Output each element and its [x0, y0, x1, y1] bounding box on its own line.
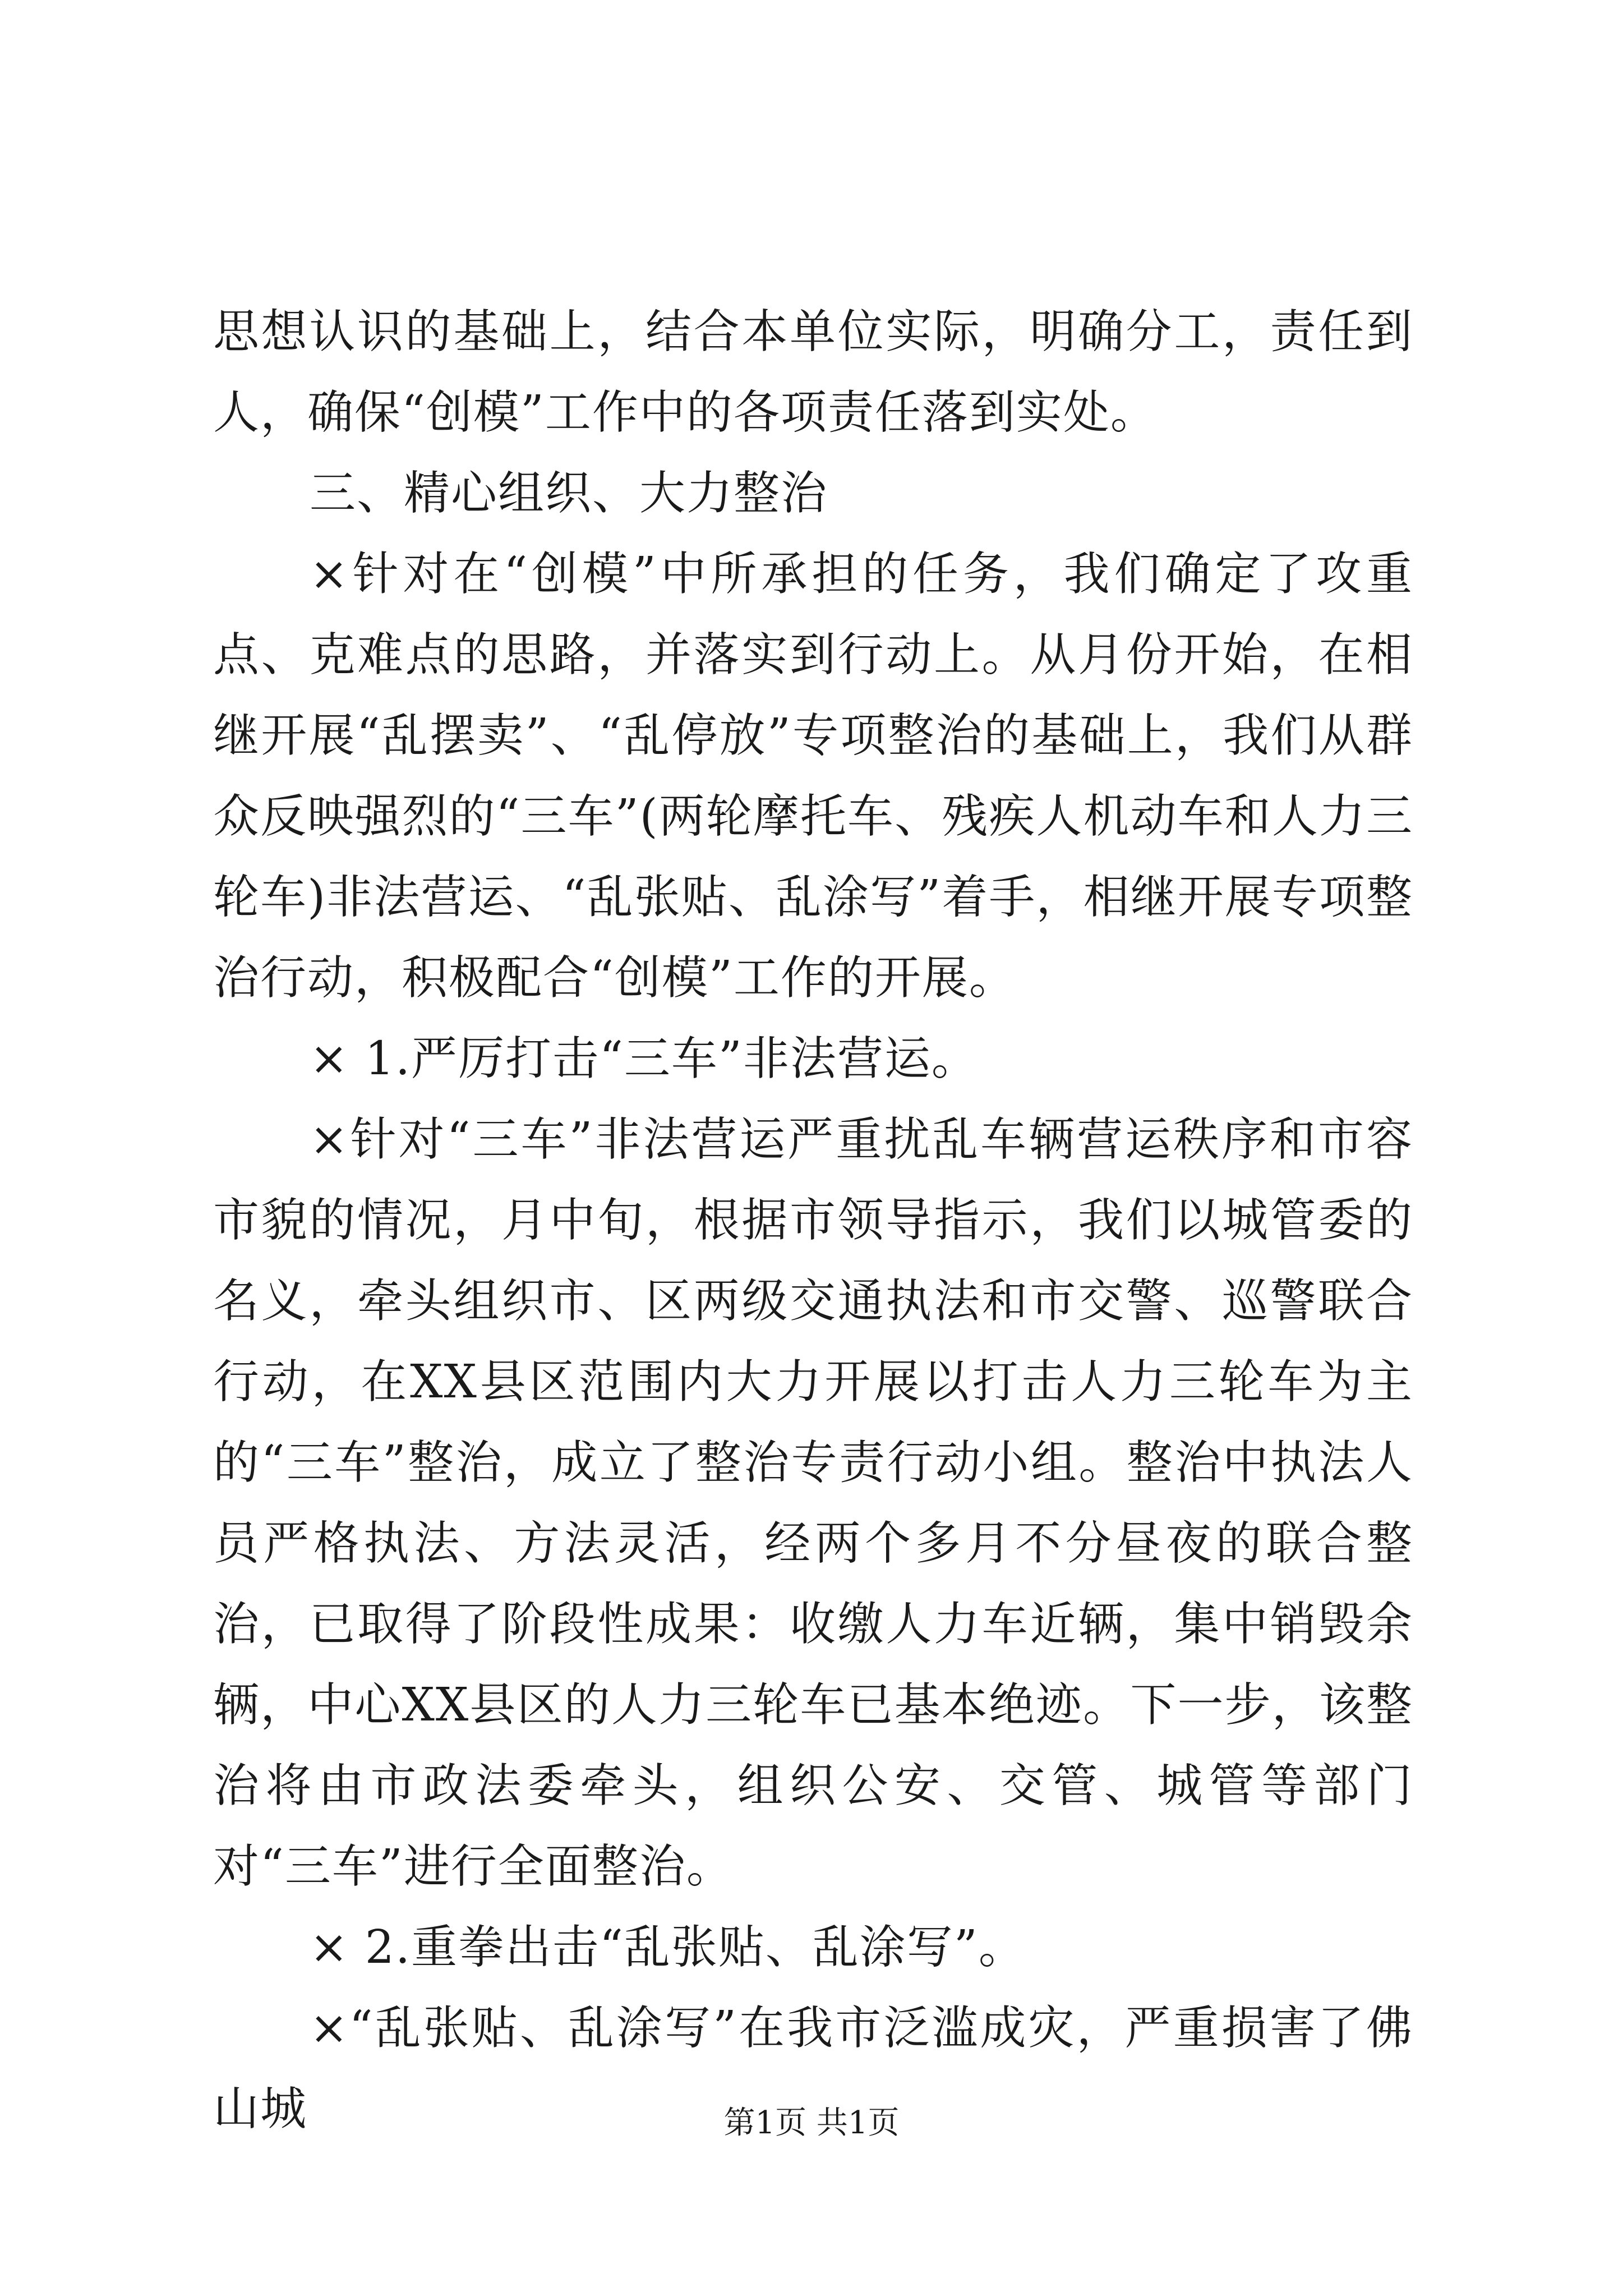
subsection-heading: × 2.重拳出击“乱张贴、乱涂写”。 — [310, 1921, 1026, 1974]
document-body — [213, 292, 1413, 2150]
paragraph: ×“乱张贴、乱涂写”在我市泛滥成灾，严重损害了佛山城 — [213, 2001, 1413, 2136]
section-heading: 三、精心组织、大力整治 — [310, 467, 828, 520]
subsection-heading: × 1.严厉打击“三车”非法营运。 — [310, 1032, 979, 1085]
paragraph: 思想认识的基础上，结合本单位实际，明确分工，责任到人，确保“创模”工作中的各项责任落到实处。 — [213, 305, 1413, 439]
paragraph: ×针对“三车”非法营运严重扰乱车辆营运秩序和市容市貌的情况，月中旬，根据市领导指示，我们以城管委的名义，牵头组织市、区两级交通执法和市交警、巡警联合行动，在XX县区范围内大力开展以打击人力三轮车为主的“三车”整治，成立了整治专责行动小组。整治中执法人员严格执法、方法灵活，经两个多月不分昼夜的联合整治，已取得了阶段性成果：收缴人力车近辆，集中销毁余辆，中心XX县区的人力三轮车已基本绝迹。下一步，该整治将由市政法委牵头，组织公安、交管、城管等部门对“三车”进行全面整治。 — [213, 1113, 1413, 1893]
page-footer: 第1页 共1页 — [723, 2105, 900, 2141]
paragraph: ×针对在“创模”中所承担的任务，我们确定了攻重点、克难点的思路，并落实到行动上。从月份开始，在相继开展“乱摆卖”、“乱停放”专项整治的基础上，我们从群众反映强烈的“三车”(两轮摩托车、残疾人机动车和人力三轮车)非法营运、“乱张贴、乱涂写”着手，相继开展专项整治行动，积极配合“创模”工作的开展。 — [213, 547, 1413, 1005]
